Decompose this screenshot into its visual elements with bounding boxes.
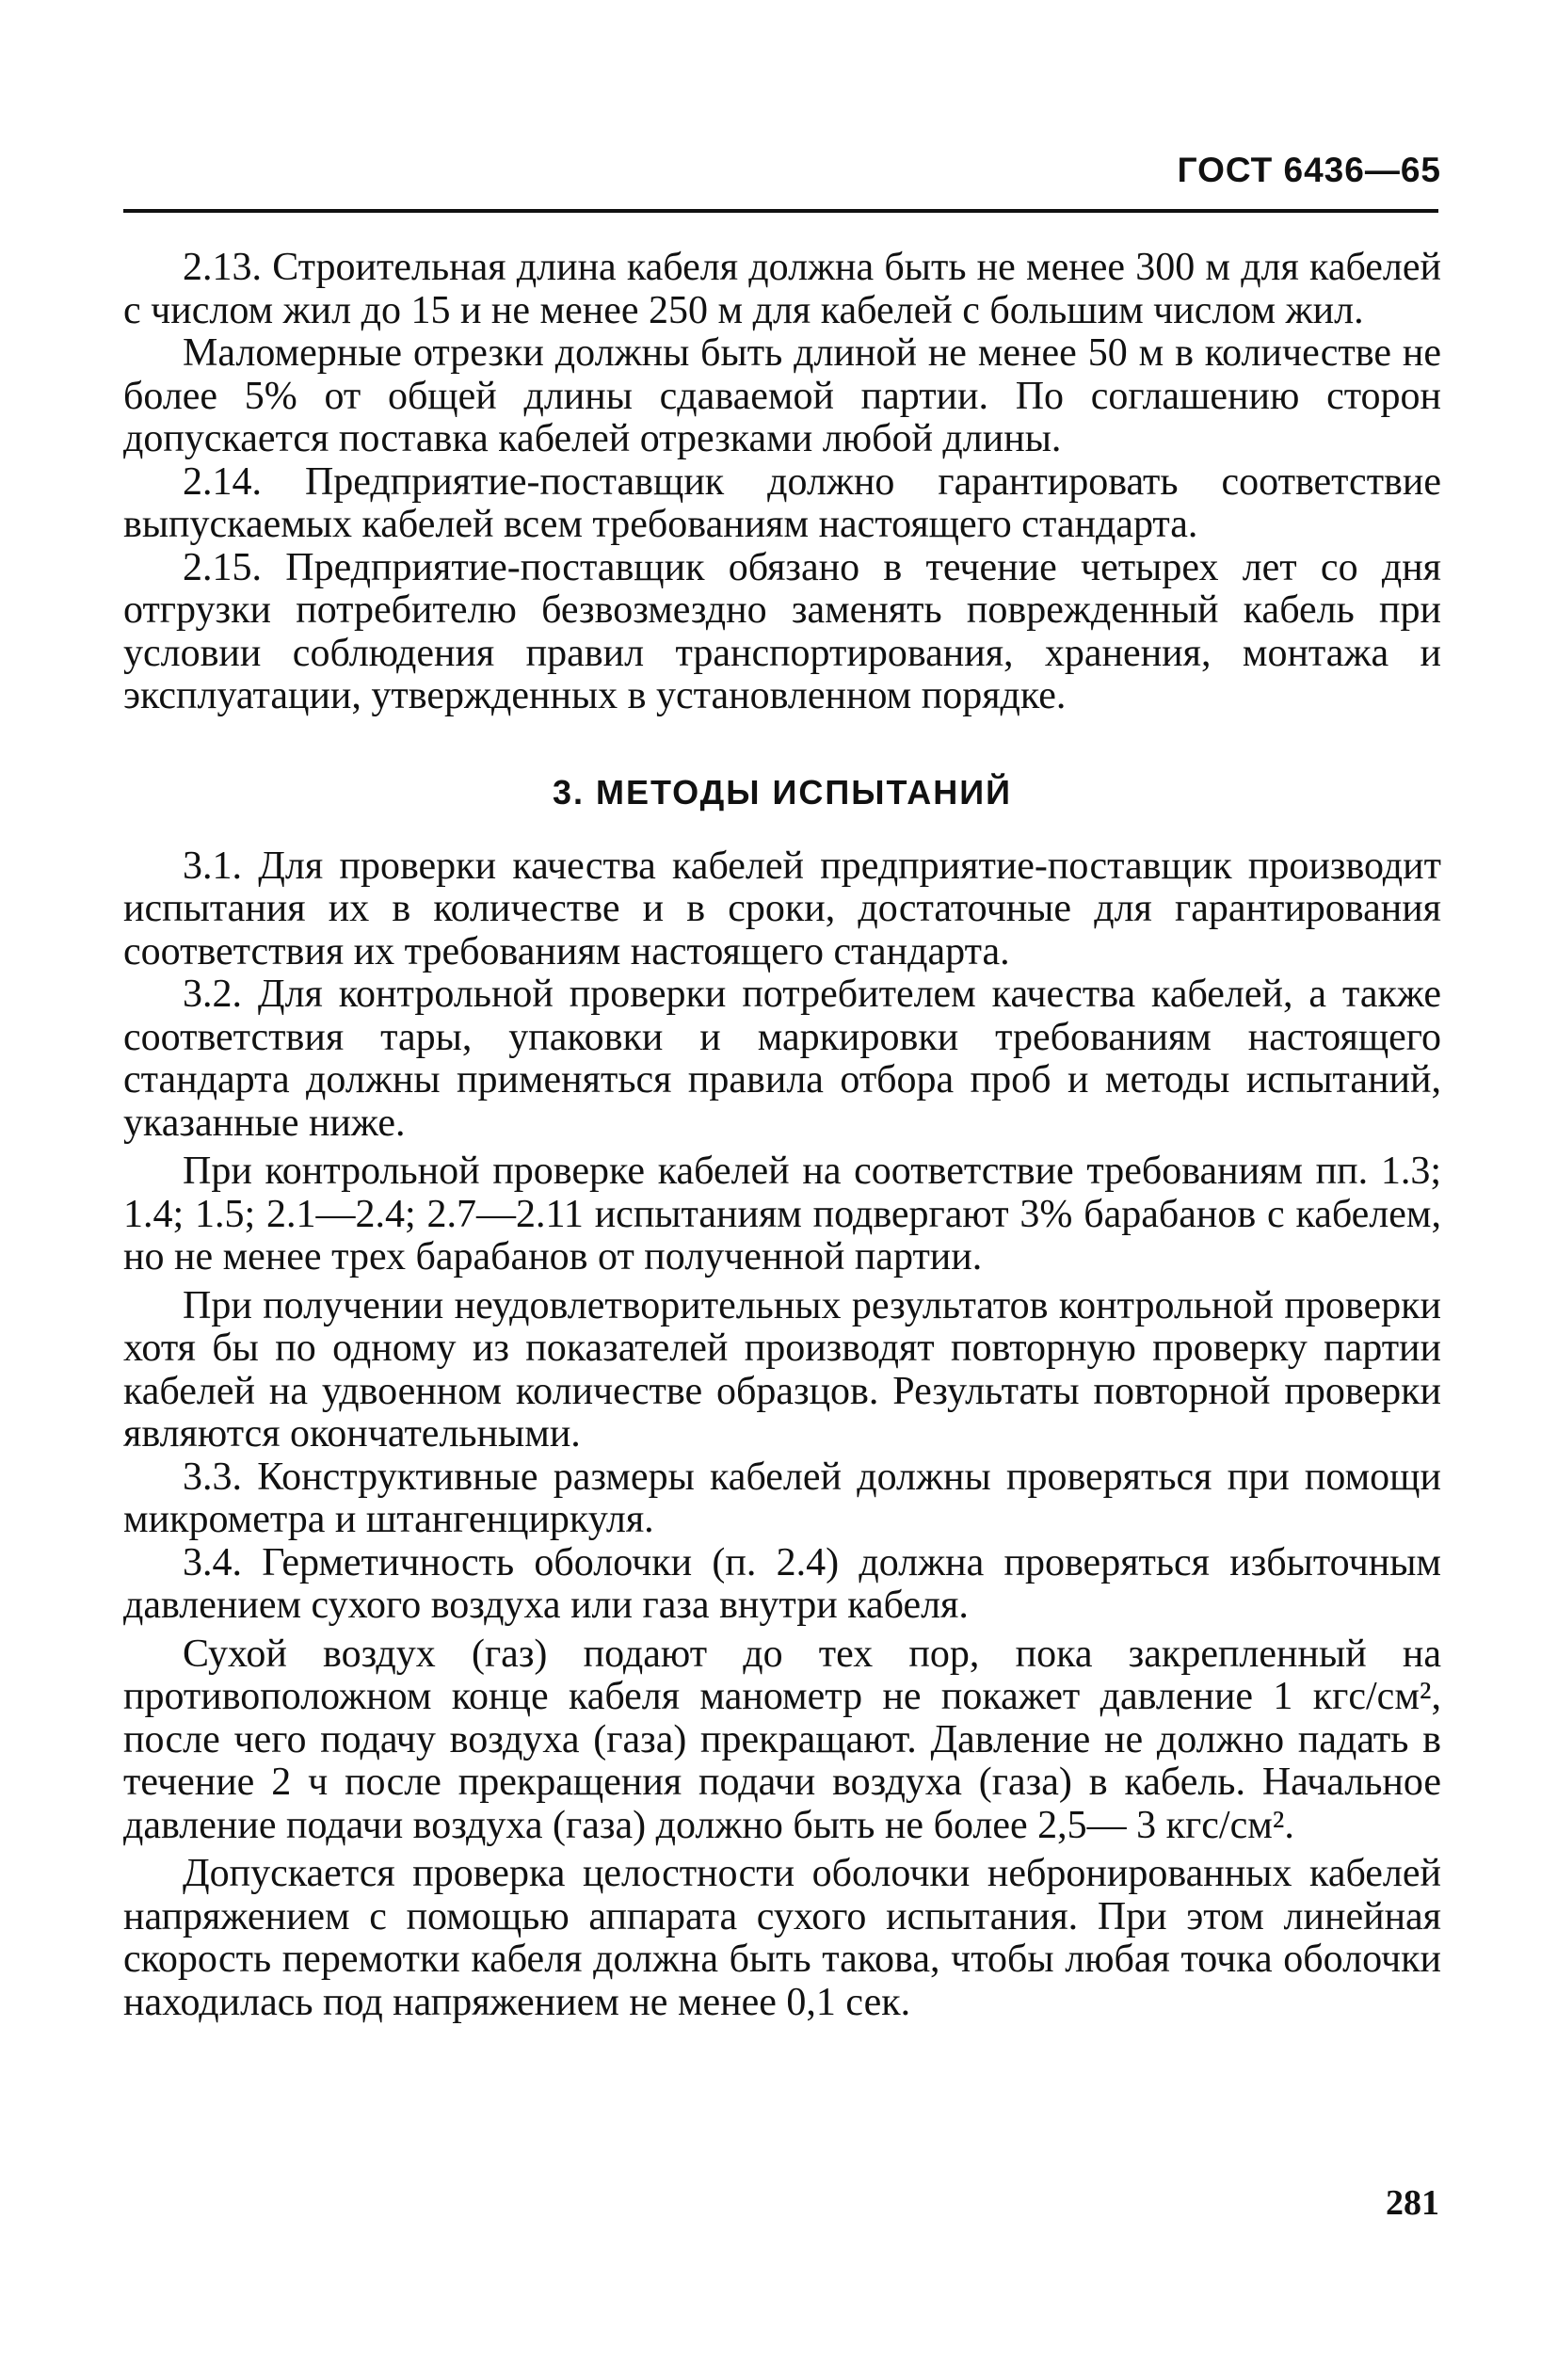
paragraph-2-14: 2.14. Предприятие-поставщик должно гарантировать соответствие выпускаемых кабелей всем требованиям настоящего стандарта. [123, 459, 1441, 546]
paragraph-integrity-check: Допускается проверка целостности оболочки небронированных кабелей напряжением с помощью аппарата сухого испытания. При этом линейная скорость перемотки кабеля должна быть такова, чтобы любая точка оболочки находилась под напряжением не менее 0,1 сек. [123, 1852, 1441, 2024]
page-number: 281 [1386, 2183, 1439, 2223]
paragraph-short-lengths: Маломерные отрезки должны быть длиной не менее 50 м в количестве не более 5% от общей длины сдаваемой партии. По соглашению сторон допускается поставка кабелей отрезками любой длины. [123, 331, 1441, 460]
body-text [123, 247, 1441, 2024]
paragraph-repeat-check: При получении неудовлетворительных результатов контрольной проверки хотя бы по одному из показателей производят повторную проверку партии кабелей на удвоенном количестве образцов. Результаты повторной проверки являются окончательными. [123, 1283, 1441, 1455]
paragraph-3-4: 3.4. Герметичность оболочки (п. 2.4) должна проверяться избыточным давлением сухого воздуха или газа внутри кабеля. [123, 1540, 1441, 1627]
paragraph-control-check: При контрольной проверке кабелей на соответствие требованиям пп. 1.3; 1.4; 1.5; 2.1—2.4; 2.7—2.11 испытаниям подвергают 3% барабанов с кабелем, но не менее трех барабанов от полученной партии. [123, 1150, 1441, 1278]
paragraph-3-1: 3.1. Для проверки качества кабелей предприятие-поставщик производит испытания их в количестве и в сроки, достаточные для гарантирования соответствия их требованиям настоящего стандарта. [123, 844, 1441, 973]
paragraph-3-2: 3.2. Для контрольной проверки потребителем качества кабелей, а также соответствия тары, упаковки и маркировки требованиям настоящего стандарта должны применяться правила отбора проб и методы испытаний, указанные ниже. [123, 973, 1441, 1145]
paragraph-2-15: 2.15. Предприятие-поставщик обязано в течение четырех лет со дня отгрузки потребителю безвозмездно заменять поврежденный кабель при условии соблюдения правил транспортирования, хранения, монтажа и эксплуатации, утвержденных в установленном порядке. [123, 545, 1441, 717]
paragraph-3-3: 3.3. Конструктивные размеры кабелей должны проверяться при помощи микрометра и штангенциркуля. [123, 1455, 1441, 1541]
document-header: ГОСТ 6436—65 [1177, 151, 1441, 189]
section-title: 3. МЕТОДЫ ИСПЫТАНИЙ [553, 772, 1012, 812]
paragraph-dry-air: Сухой воздух (газ) подают до тех пор, пока закрепленный на противоположном конце кабеля манометр не покажет давление 1 кгс/см², после чего подачу воздуха (газа) прекращают. Давление не должно падать в течение 2 ч после прекращения подачи воздуха (газа) в кабель. Начальное давление подачи воздуха (газа) должно быть не более 2,5— 3 кгс/см². [123, 1632, 1441, 1847]
header-rule [123, 209, 1438, 213]
paragraph-2-13: 2.13. Строительная длина кабеля должна быть не менее 300 м для кабелей с числом жил до 15 и не менее 250 м для кабелей с большим числом жил. [123, 246, 1441, 332]
